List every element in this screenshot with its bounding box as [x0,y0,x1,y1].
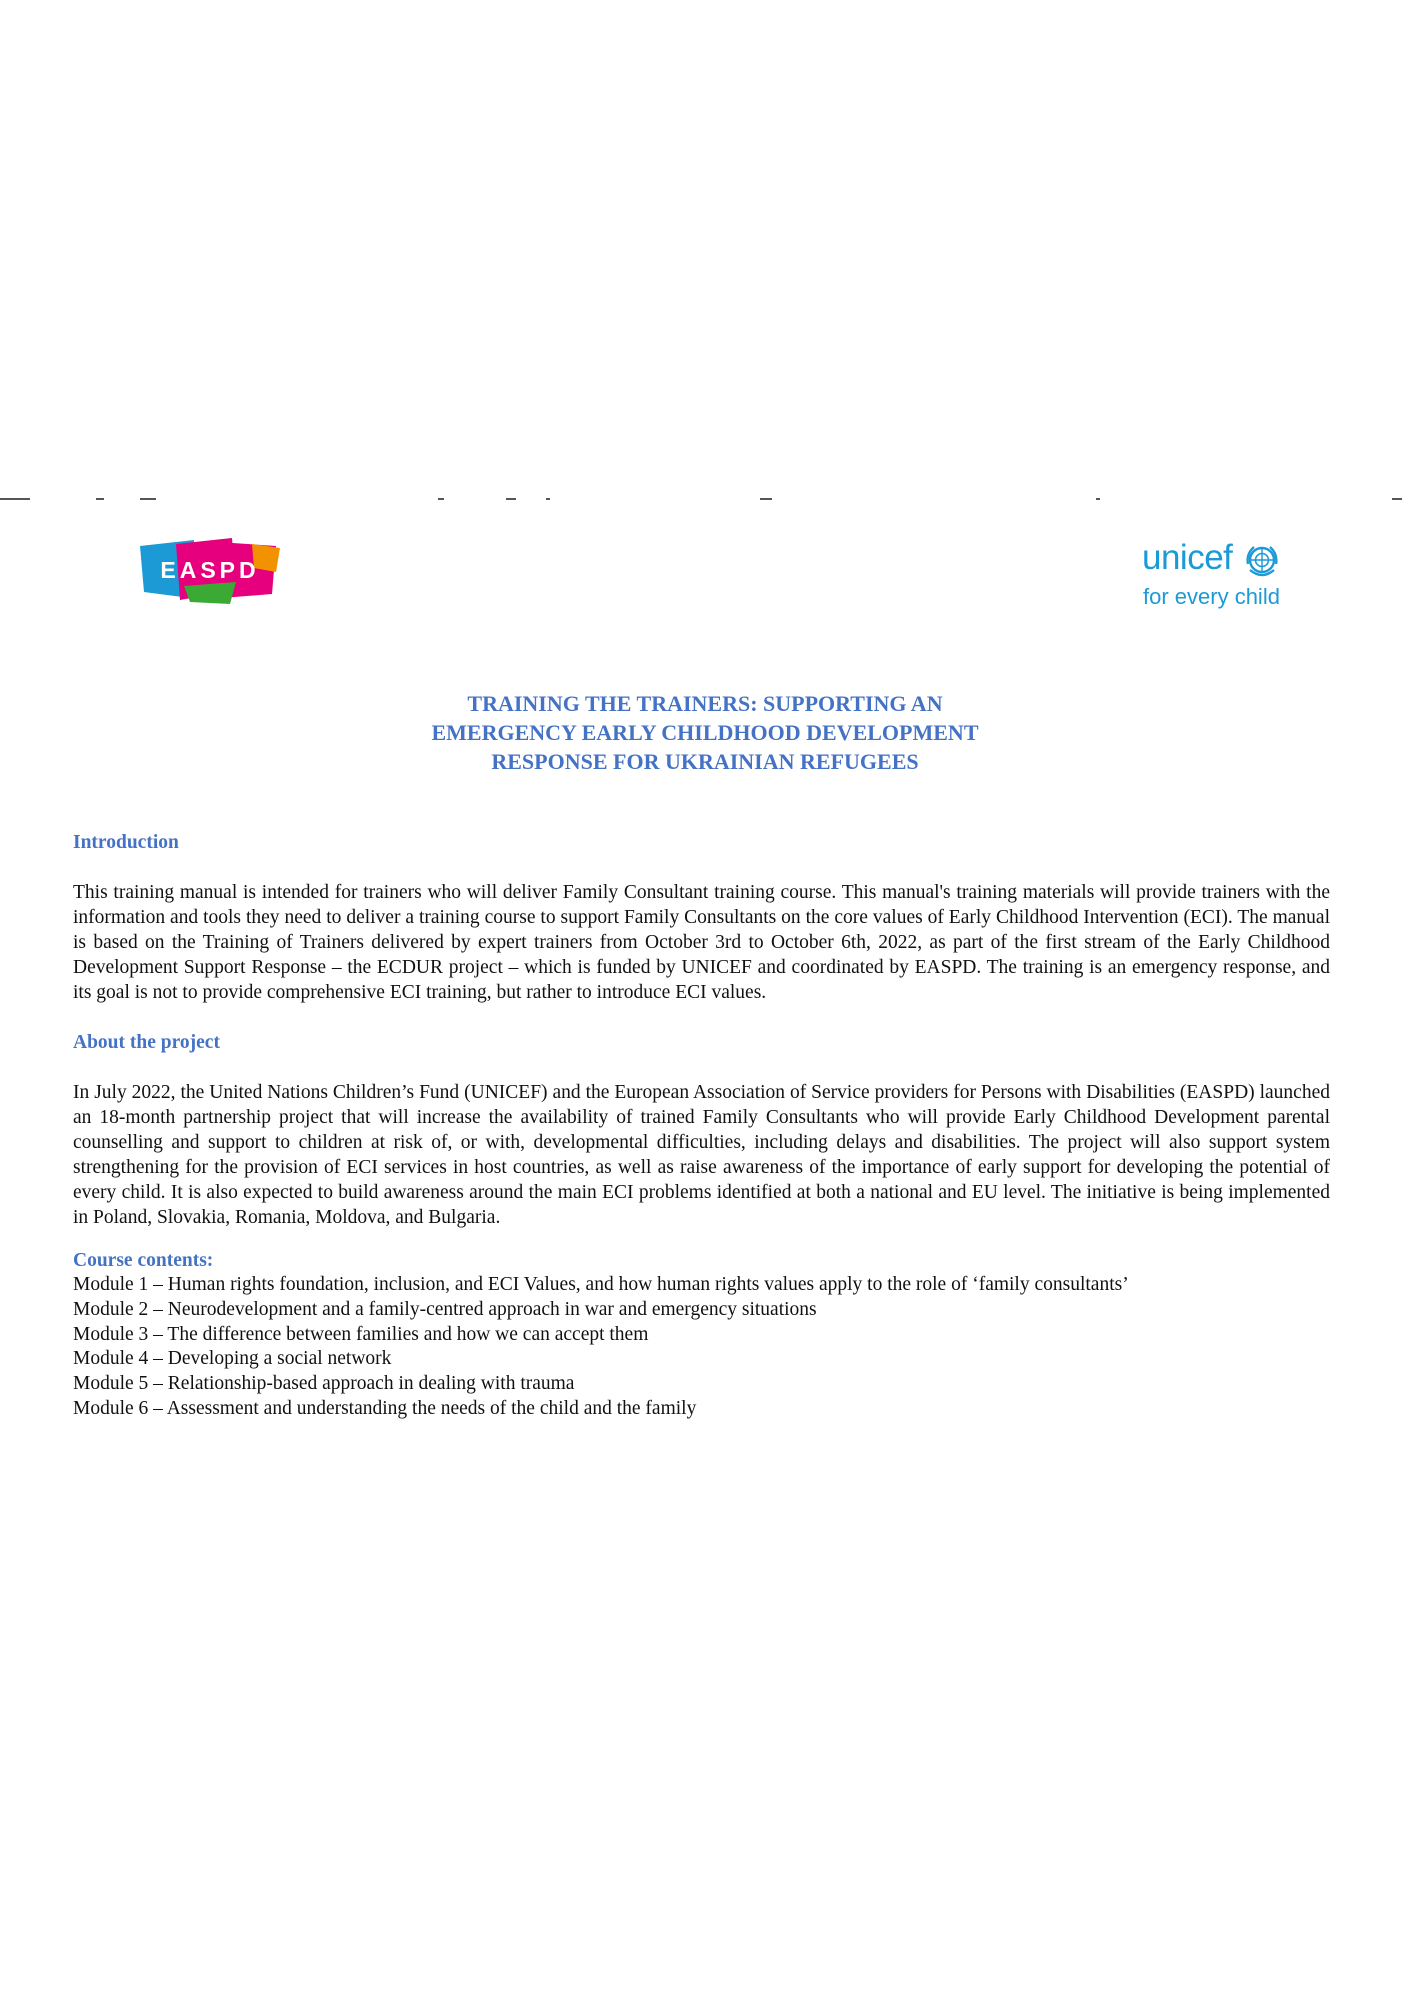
module-list [73,1273,1129,1422]
module-item: Module 5 – Relationship-based approach in dealing with trauma [73,1373,575,1395]
unicef-emblem-icon [1244,542,1280,578]
introduction-paragraph: This training manual is intended for trainers who will deliver Family Consultant training course. This manual's training materials will provide trainers with the information and tools they need to deliver a training course to support Family Consultants on the core values of Early Childhood Intervention (ECI). The manual is based on the Training of Trainers delivered by expert trainers from October 3rd to October 6th, 2022, as part of the first stream of the Early Childhood Development Support Response – the ECDUR project – which is funded by UNICEF and coordinated by EASPD. The training is an emergency response, and its goal is not to provide comprehensive ECI training, but rather to introduce ECI values. [73,882,1330,1003]
title-line-2: EMERGENCY EARLY CHILDHOOD DEVELOPMENT [431,720,979,745]
module-item: Module 3 – The difference between families and how we can accept them [73,1323,649,1345]
title-line-1: TRAINING THE TRAINERS: SUPPORTING AN [467,691,943,716]
unicef-logo [1142,538,1292,618]
title-line-3: RESPONSE FOR UKRAINIAN REFUGEES [491,749,919,774]
introduction-heading: Introduction [73,832,179,853]
module-item: Module 2 – Neurodevelopment and a family-centred approach in war and emergency situations [73,1298,817,1320]
about-project-paragraph: In July 2022, the United Nations Children’s Fund (UNICEF) and the European Association of Service providers for Persons with Disabilities (EASPD) launched an 18-month partnership project that will increase the availability of trained Family Consultants who will provide Early Childhood Development parental counselling and support to children at risk of, or with, developmental difficulties, including delays and disabilities. The project will also support system strengthening for the provision of ECI services in host countries, as well as raise awareness of the importance of early support for developing the potential of every child. It is also expected to build awareness around the main ECI problems identified at both a national and EU level. The initiative is being implemented in Poland, Slovakia, Romania, Moldova, and Bulgaria. [73,1082,1330,1228]
unicef-wordmark: unicef [1142,538,1233,577]
module-item: Module 4 – Developing a social network [73,1348,392,1370]
easpd-logo-text: EASPD [160,557,260,583]
scan-artifact-line [0,496,1410,502]
course-contents-heading: Course contents: [73,1250,214,1271]
about-project-heading: About the project [73,1032,220,1053]
easpd-logo [140,538,280,604]
module-item: Module 6 – Assessment and understanding the needs of the child and the family [73,1397,697,1419]
module-item: Module 1 – Human rights foundation, inclusion, and ECI Values, and how human rights values apply to the role of ‘family consultants’ [73,1274,1129,1295]
document-title [300,689,1110,776]
unicef-tagline: for every child [1143,584,1280,609]
